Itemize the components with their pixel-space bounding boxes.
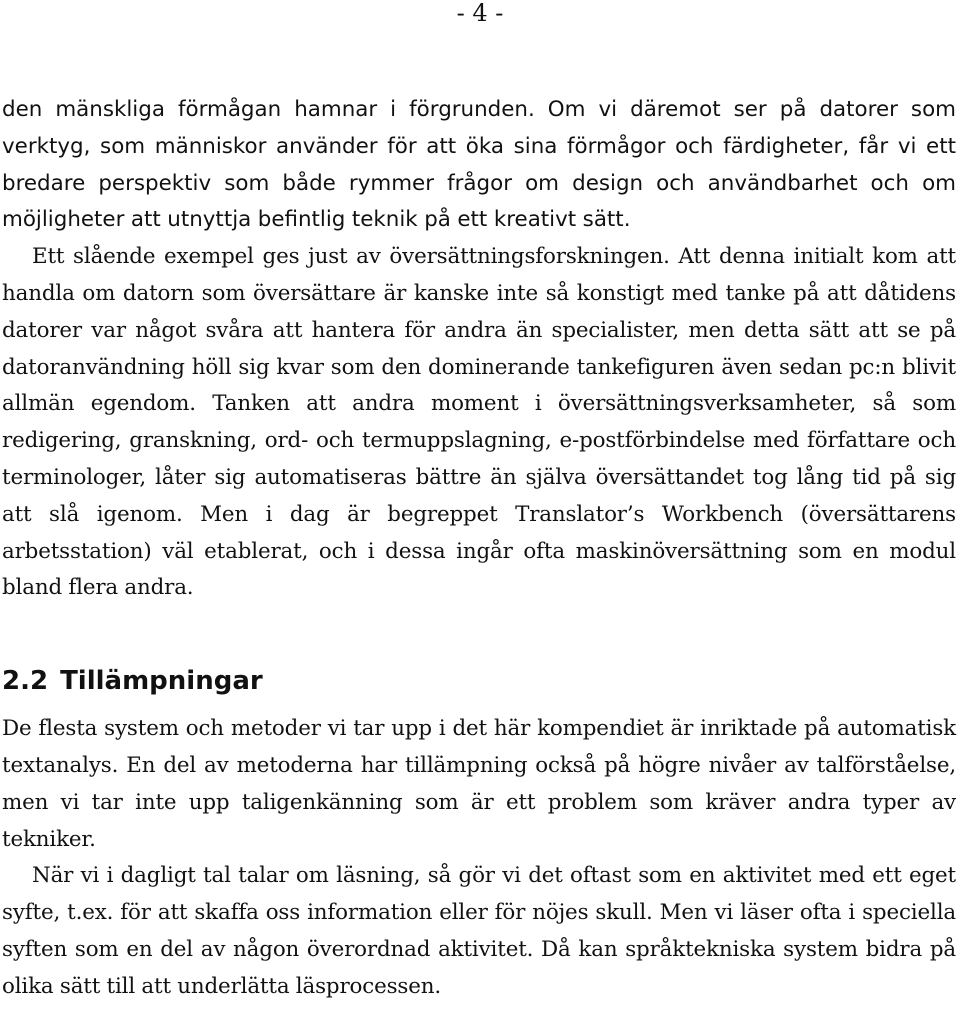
page-content — [2, 92, 956, 1006]
paragraph-translation-research: Ett slående exempel ges just av översättningsforskningen. Att denna initialt kom att handla om datorn som översättare är kanske inte så konstigt med tanke på att dåtidens datorer var något svåra att hantera för andra än specialister, men detta sätt att se på datoranvändning höll sig kvar som den dominerande tankefiguren även sedan pc:n blivit allmän egendom. Tanken att andra moment i översättningsverksamheter, så som redigering, granskning, ord- och termuppslagning, e-postförbindelse med författare och terminologer, låter sig automatiseras bättre än själva översättandet tog lång tid på sig att slå igenom. Men i dag är begreppet Translator’s Workbench (översättarens arbetsstation) väl etablerat, och i dessa ingår ofta maskinöversättning som en modul bland flera andra. — [2, 244, 956, 601]
paragraph-continuation: den mänskliga förmågan hamnar i förgrunden. Om vi däremot ser på datorer som verktyg, som människor använder för att öka sina förmågor och färdigheter, får vi ett bredare perspektiv som både rymmer frågor om design och användbarhet och om möjligheter att utnyttja befintlig teknik på ett kreativt sätt. — [2, 97, 956, 233]
page-number: - 4 - — [456, 0, 504, 27]
paragraph-applications: De flesta system och metoder vi tar upp i det här kompendiet är inriktade på automatisk textanalys. En del av metoderna har tillämpning också på högre nivåer av talförståelse, men vi tar inte upp taligenkänning som är ett problem som kräver andra typer av tekniker. — [2, 716, 956, 852]
section-heading — [2, 663, 956, 699]
paragraph-reading: När vi i dagligt tal talar om läsning, så gör vi det oftast som en aktivitet med ett eget syfte, t.ex. för att skaffa oss information eller för nöjes skull. Men vi läser ofta i speciella syften som en del av någon överordnad aktivitet. Då kan språktekniska system bidra på olika sätt till att underlätta läsprocessen. — [2, 863, 956, 999]
section-title: Tillämpningar — [60, 666, 263, 697]
section-number: 2.2 — [2, 666, 49, 697]
